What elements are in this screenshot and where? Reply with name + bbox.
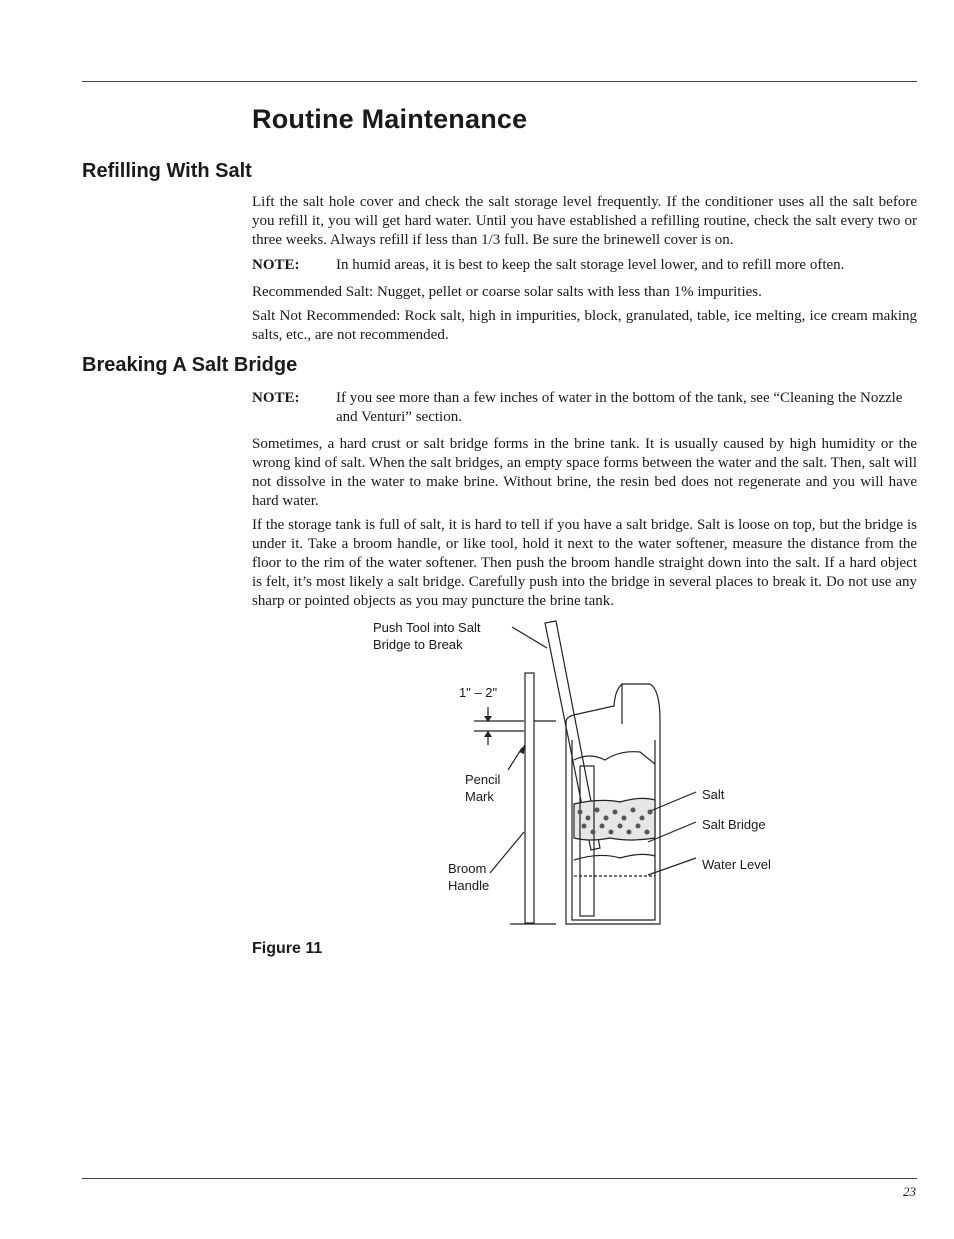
bottom-rule bbox=[82, 1178, 917, 1179]
note-text: If you see more than a few inches of water in the bottom of the tank, see “Cleaning the Nozzle and Venturi” section. bbox=[336, 390, 903, 425]
salt-pellets bbox=[578, 808, 653, 835]
push-tool-label-line1: Push Tool into Salt bbox=[373, 620, 481, 635]
inserted-broom-handle bbox=[545, 621, 600, 850]
tank-inner-wall bbox=[572, 740, 655, 920]
pencil-label-line1: Pencil bbox=[465, 772, 501, 787]
pencil-mark-label bbox=[465, 771, 500, 805]
section-heading-bridge: Breaking A Salt Bridge bbox=[82, 354, 298, 376]
brinewell bbox=[580, 766, 594, 916]
salt-not-recommended: Salt Not Recommended: Rock salt, high in impurities, block, granulated, table, ice melting, ice cream making salts, etc., are not recommended. bbox=[252, 308, 917, 343]
page-title: Routine Maintenance bbox=[252, 104, 528, 134]
note-label: NOTE: bbox=[252, 390, 300, 406]
salt-top bbox=[574, 752, 655, 764]
top-rule bbox=[82, 81, 917, 82]
water-level-leader bbox=[648, 858, 696, 875]
salt-leader bbox=[648, 792, 696, 812]
push-tool-label bbox=[373, 619, 480, 653]
pencil-arrow-head bbox=[519, 744, 525, 754]
note-text: In humid areas, it is best to keep the salt storage level lower, and to refill more often. bbox=[336, 257, 845, 273]
recommended-salt: Recommended Salt: Nugget, pellet or coarse solar salts with less than 1% impurities. bbox=[252, 284, 762, 300]
push-tool-leader bbox=[512, 627, 547, 648]
broom-label-line2: Handle bbox=[448, 878, 490, 893]
arrow-up-head bbox=[484, 731, 492, 737]
salt-label: Salt bbox=[702, 787, 725, 802]
water-level-label: Water Level bbox=[702, 857, 771, 872]
salt-bridge-label: Salt Bridge bbox=[702, 817, 766, 832]
measure-label: 1" – 2" bbox=[459, 685, 498, 700]
section-heading-refilling: Refilling With Salt bbox=[82, 160, 252, 182]
broom-label-line1: Broom bbox=[448, 861, 487, 876]
brine-tank bbox=[566, 684, 660, 924]
broom-leader bbox=[490, 832, 524, 873]
figure-caption: Figure 11 bbox=[252, 940, 323, 957]
bridge-paragraph-2: If the storage tank is full of salt, it is hard to tell if you have a salt bridge. Salt is loose on top, but the bridge is under it. Take a broom handle, or like tool, hold it next to the water softener, measure the distance from the floor to the rim of the water softener. Then push the broom handle straight down into the salt. If a hard object is felt, it’s most likely a salt bridge. Carefully push into the bridge in several places to break it. Do not use any sharp or pointed objects as you may puncture the brine tank. bbox=[252, 517, 917, 609]
salt-bridge-leader bbox=[648, 822, 696, 842]
bridge-paragraph-1: Sometimes, a hard crust or salt bridge forms in the brine tank. It is usually caused by high humidity or the wrong kind of salt. When the salt bridges, an empty space forms between the water and the salt. Then, salt will not dissolve in the water to make brine. Without brine, the resin bed does not regenerate and you will have hard water. bbox=[252, 436, 917, 509]
page-number: 23 bbox=[903, 1184, 916, 1199]
arrow-down-head bbox=[484, 716, 492, 722]
water-surface bbox=[574, 854, 655, 860]
refilling-paragraph: Lift the salt hole cover and check the salt storage level frequently. If the conditioner uses all the salt before you refill it, you will get hard water. Until you have established a refilling routine, check the salt every two or three weeks. Always refill if less than 1/3 full. Be sure the brinewell cover is on. bbox=[252, 194, 917, 248]
push-tool-label-line2: Bridge to Break bbox=[373, 637, 463, 652]
broom-handle-label bbox=[448, 860, 489, 894]
standing-broom-handle bbox=[525, 673, 534, 923]
pencil-label-line2: Mark bbox=[465, 789, 494, 804]
pencil-mark-leader bbox=[508, 748, 522, 770]
note-label: NOTE: bbox=[252, 257, 300, 273]
salt-bridge-band bbox=[574, 798, 655, 840]
